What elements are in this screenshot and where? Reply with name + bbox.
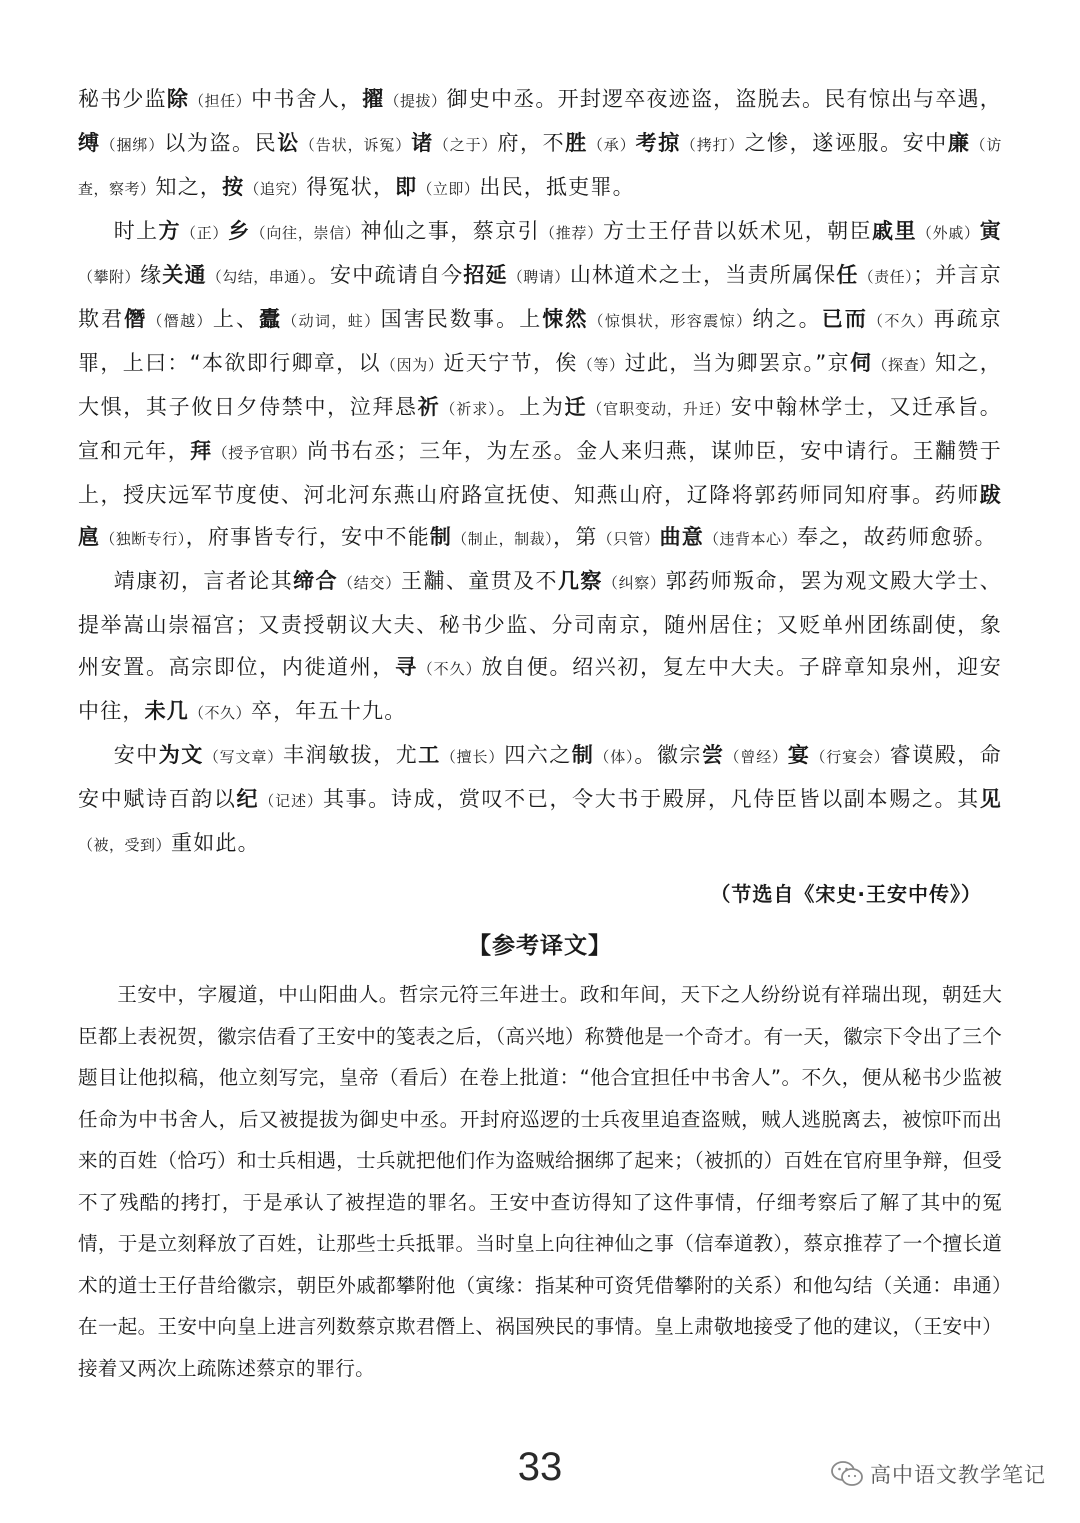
text-segment: 时上 — [113, 219, 159, 243]
keyword: 见 — [979, 787, 1002, 811]
text-segment: 再疏京罪，上曰：“本欲即行卿章，以 — [78, 307, 1002, 375]
gloss-note: （僭越） — [147, 312, 213, 330]
gloss-note: （捆绑） — [100, 136, 165, 154]
text-segment: 神仙之事，蔡京引 — [360, 219, 541, 243]
text-segment: 。徽宗 — [634, 743, 702, 767]
text-segment: 重如此。 — [171, 831, 260, 855]
keyword: 悚然 — [542, 307, 589, 331]
text-segment: 。上为 — [496, 395, 565, 419]
gloss-note: （写文章） — [203, 748, 284, 766]
gloss-note: （承） — [587, 136, 636, 154]
keyword: 缚 — [78, 131, 101, 155]
text-segment: 缘 — [140, 263, 163, 287]
gloss-note: （授予官职） — [212, 444, 307, 462]
gloss-note: （擅长） — [440, 748, 505, 766]
gloss-note: （不久） — [867, 312, 934, 330]
text-segment: 国害民数事。上 — [380, 307, 543, 331]
keyword: 伺 — [850, 351, 873, 375]
original-paragraph — [78, 734, 1002, 866]
gloss-note: （违背本心） — [703, 530, 797, 548]
keyword: 按 — [222, 175, 245, 199]
keyword: 尝 — [702, 743, 725, 767]
keyword: 方 — [158, 219, 181, 243]
text-segment: 近天宁节，俟 — [443, 351, 578, 375]
gloss-note: （正） — [180, 224, 229, 242]
text-segment: 出民，抵吏罪。 — [479, 175, 635, 199]
gloss-note: （惊惧状，形容震惊） — [588, 312, 753, 330]
text-segment: 靖康初，言者论其 — [113, 569, 294, 593]
wechat-icon — [830, 1459, 864, 1489]
gloss-note: （被，受到） — [78, 836, 172, 854]
text-segment: 睿谟殿，命安中赋诗百韵以 — [78, 743, 1003, 811]
keyword: 擢 — [362, 87, 385, 111]
keyword: 缔合 — [293, 569, 339, 593]
keyword: 迁 — [564, 395, 588, 419]
translation-heading: 【参考译文】 — [468, 933, 612, 959]
gloss-note: （不久） — [189, 704, 252, 722]
keyword: 制 — [571, 743, 595, 767]
keyword: 纪 — [236, 787, 260, 811]
keyword: 祈 — [417, 395, 441, 419]
gloss-note: （勾结，串通） — [206, 268, 308, 286]
document-page — [78, 78, 1002, 1389]
keyword: 未几 — [144, 699, 190, 723]
gloss-note: （动词，蛀） — [282, 312, 381, 330]
gloss-note: （向往，崇信） — [250, 224, 361, 242]
watermark-text: 高中语文教学笔记 — [870, 1463, 1046, 1487]
gloss-note: （因为） — [380, 356, 444, 374]
keyword: 僭 — [124, 307, 148, 331]
text-segment: 卒，年五十九。 — [251, 699, 407, 723]
keyword: 已而 — [821, 307, 868, 331]
page-number: 33 — [517, 1445, 563, 1489]
gloss-note: （制止，制裁） — [452, 530, 554, 548]
keyword: 胜 — [565, 131, 588, 155]
keyword: 关通 — [162, 263, 207, 287]
keyword: 工 — [418, 743, 441, 767]
keyword: 廉 — [947, 131, 971, 155]
keyword: 宴 — [787, 743, 811, 767]
keyword: 蠹 — [259, 307, 283, 331]
keyword: 乡 — [228, 219, 251, 243]
text-segment: 安中翰林学士，又迁承旨。宣和元年， — [78, 395, 1002, 463]
text-segment: 知之，大惧，其子攸日夕侍禁中，泣拜恳 — [78, 351, 1002, 419]
gloss-note: （等） — [577, 356, 625, 374]
text-segment: 府，不 — [497, 131, 566, 155]
gloss-note: （告状，诉冤） — [299, 136, 412, 154]
gloss-note: （不久） — [417, 660, 482, 678]
gloss-note: （独断专行） — [100, 530, 186, 548]
text-segment: 之惨，遂诬服。安中 — [744, 131, 948, 155]
translation-text — [78, 974, 1002, 1389]
gloss-note: （行宴会） — [810, 748, 890, 766]
text-segment: 得冤状， — [306, 175, 396, 199]
text-segment: 四六之 — [504, 743, 572, 767]
gloss-note: （结交） — [338, 574, 401, 592]
gloss-note: （祈求） — [440, 400, 497, 418]
text-segment: ，府事皆专行，安中不能 — [185, 525, 430, 549]
text-segment: 秘书少监 — [78, 87, 167, 111]
original-paragraph — [78, 210, 1002, 560]
gloss-note: （只管） — [597, 530, 660, 548]
text-segment: 山林道术之士，当责所属保 — [569, 263, 837, 287]
text-segment: 纳之。 — [752, 307, 822, 331]
gloss-note: （访查，察考） — [78, 136, 1002, 198]
gloss-note: （攀附） — [78, 268, 141, 286]
gloss-note: （追究） — [244, 180, 307, 198]
keyword: 戚里 — [872, 219, 917, 243]
translation-paragraph: 王安中，字履道，中山阳曲人。哲宗元符三年进士。政和年间，天下之人纷纷说有祥瑞出现，朝廷大臣都上表祝贺，徽宗佶看了王安中的笺表之后，（高兴地）称赞他是一个奇才。有一天，徽宗下令出了三个题目让他拟稿，他立刻写完，皇帝（看后）在卷上批道：“他合宜担任中书舍人”。不久，便从秘书少监被任命为中书舍人，后又被提拔为御史中丞。开封府巡逻的士兵夜里追查盗贼，贼人逃脱离去，被惊吓而出来的百姓（恰巧）和士兵相遇，士兵就把他们作为盗贼给捆绑了起来；（被抓的）百姓在官府里争辩，但受不了残酷的拷打，于是承认了被捏造的罪名。王安中查访得知了这件事情，仔细考察后了解了其中的冤情，于是立刻释放了百姓，让那些士兵抵罪。当时皇上向往神仙之事（信奉道教），蔡京推荐了一个擅长道术的道士王仔昔给徽宗，朝臣外戚都攀附他（寅缘：指某种可资凭借攀附的关系）和他勾结（关通：串通）在一起。王安中向皇上进言列数蔡京欺君僭上、祸国殃民的事情。皇上肃敬地接受了他的建议，（王安中）接着又两次上疏陈述蔡京的罪行。 — [78, 983, 1002, 1380]
text-segment: 方士王仔昔以妖术见，朝臣 — [602, 219, 873, 243]
text-segment: 放自便。绍兴初，复左中大夫。子辟章知泉州，迎安中往， — [78, 655, 1002, 723]
gloss-note: （官职变动，升迁） — [587, 400, 731, 418]
gloss-note: （拷打） — [680, 136, 745, 154]
keyword: 跋扈 — [78, 483, 1002, 549]
keyword: 寻 — [395, 655, 418, 679]
text-segment: 安中 — [113, 743, 159, 767]
text-segment: 。安中疏请自今 — [307, 263, 464, 287]
keyword: 拜 — [190, 439, 213, 463]
text-segment: 过此，当为卿罢京。”京 — [624, 351, 851, 375]
original-text — [78, 78, 1002, 866]
gloss-note: （聘请） — [507, 268, 570, 286]
text-segment: 奉之，故药师愈骄。 — [796, 525, 997, 549]
keyword: 为文 — [158, 743, 204, 767]
text-segment: 其事。诗成，赏叹不已，令大书于殿屏，凡侍臣皆以副本赐之。其 — [323, 787, 980, 811]
keyword: 考掠 — [635, 131, 681, 155]
text-segment: 王黼、童贯及不 — [400, 569, 558, 593]
keyword: 寅 — [979, 219, 1002, 243]
keyword: 曲意 — [659, 525, 704, 549]
keyword: 诸 — [411, 131, 434, 155]
gloss-note: （提拔） — [384, 92, 447, 110]
source-citation: （节选自《宋史·王安中传》） — [710, 882, 982, 906]
gloss-note: （之于） — [433, 136, 498, 154]
text-segment: 御史中丞。开封逻卒夜迹盗，盗脱去。民有惊出与卒遇， — [446, 87, 1002, 111]
keyword: 除 — [166, 87, 190, 111]
keyword: 任 — [836, 263, 859, 287]
keyword: 即 — [395, 175, 418, 199]
keyword: 讼 — [277, 131, 300, 155]
keyword: 制 — [429, 525, 453, 549]
gloss-note: （推荐） — [540, 224, 603, 242]
keyword: 几察 — [557, 569, 603, 593]
gloss-note: （体） — [594, 748, 635, 766]
gloss-note: （外戚） — [916, 224, 980, 242]
gloss-note: （曾经） — [724, 748, 788, 766]
gloss-note: （担任） — [189, 92, 252, 110]
text-segment: ，第 — [553, 525, 598, 549]
text-segment: 知之， — [155, 175, 223, 199]
text-segment: 以为盗。民 — [164, 131, 278, 155]
text-segment: 丰润敏拔，尤 — [283, 743, 419, 767]
gloss-note: （责任） — [858, 268, 914, 286]
original-paragraph — [78, 560, 1002, 734]
gloss-note: （探查） — [872, 356, 936, 374]
text-segment: 郭药师叛命，罢为观文殿大学士、提举嵩山崇福宫；又责授朝议大夫、秘书少监、分司南京，随州居住；又贬单州团练副使，象州安置。高宗即位，内徙道州， — [78, 569, 1003, 679]
text-segment: ；并言京欺君 — [78, 263, 1002, 331]
gloss-note: （立即） — [417, 180, 480, 198]
watermark — [830, 1459, 1046, 1489]
keyword: 招延 — [463, 263, 508, 287]
text-segment: 中书舍人， — [251, 87, 363, 111]
text-segment: 上、 — [212, 307, 260, 331]
gloss-note: （纠察） — [602, 574, 666, 592]
text-segment: 尚书右丞；三年，为左丞。金人来归燕，谋帅臣，安中请行。王黼赞于上，授庆远军节度使、河北河东燕山府路宣抚使、知燕山府，辽降将郭药师同知府事。药师 — [78, 439, 1002, 507]
original-paragraph — [78, 78, 1002, 210]
gloss-note: （记述） — [259, 792, 323, 810]
